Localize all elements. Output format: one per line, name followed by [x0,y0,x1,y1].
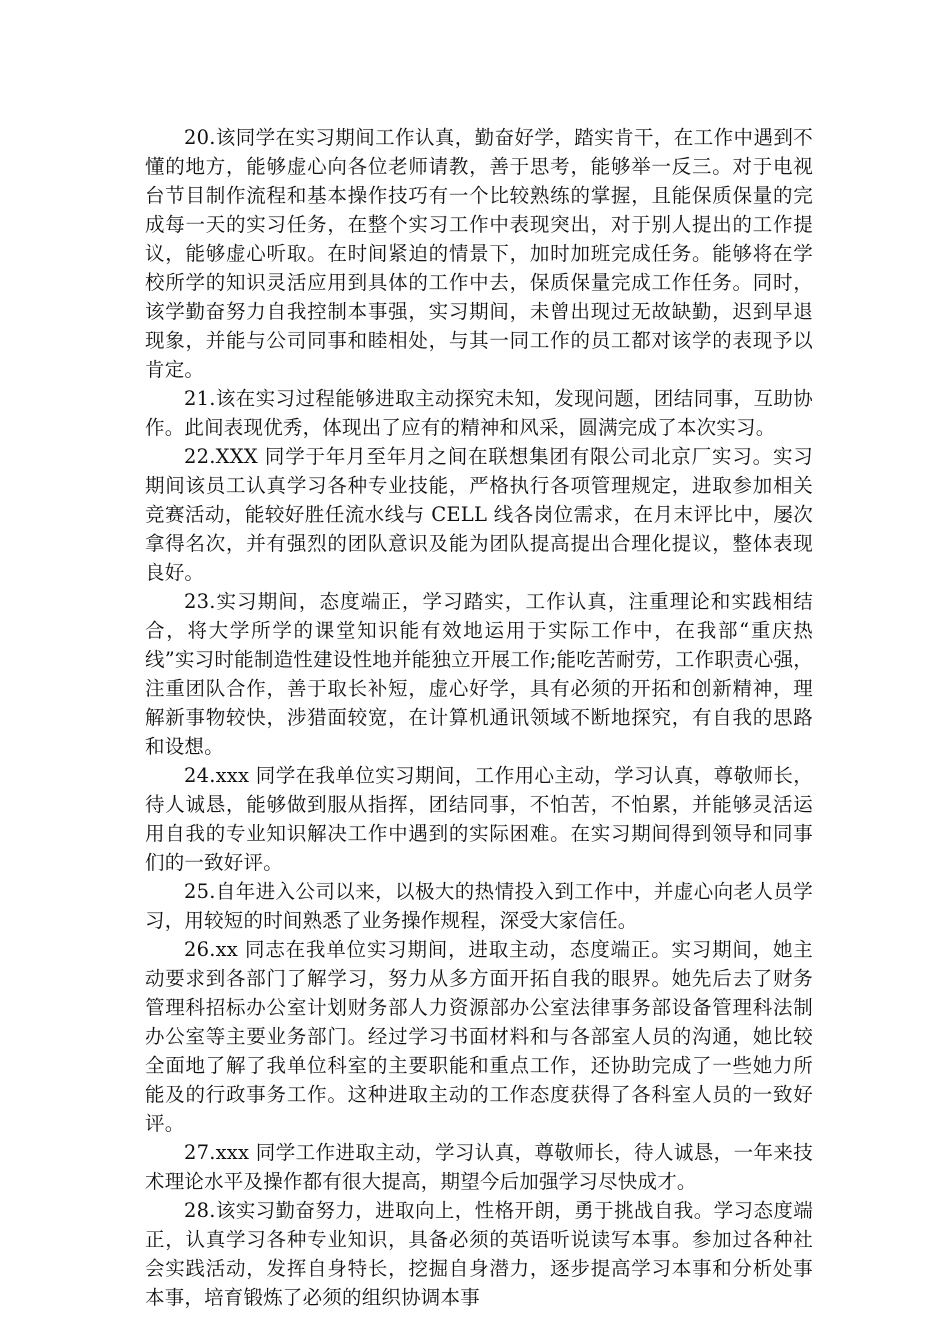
paragraph-24: 24.xxx 同学在我单位实习期间，工作用心主动，学习认真，尊敬师长，待人诚恳，能够做到服从指挥，团结同事，不怕苦，不怕累，并能够灵活运用自我的专业知识解决工作中遇到的实际困难。在实习期间得到领导和同事们的一致好评。 [145,764,813,874]
paragraph-23: 23.实习期间，态度端正，学习踏实，工作认真，注重理论和实践相结合，将大学所学的课堂知识能有效地运用于实际工作中，在我部“重庆热线”实习时能制造性建设性地并能独立开展工作;能吃苦耐劳，工作职责心强，注重团队合作，善于取长补短，虚心好学，具有必须的开拓和创新精神，理解新事物较快，涉猎面较宽，在计算机通讯领域不断地探究，有自我的思路和设想。 [145,590,813,758]
document-body [145,123,813,1312]
paragraph-26: 26.xx 同志在我单位实习期间，进取主动，态度端正。实习期间，她主动要求到各部门了解学习，努力从多方面开拓自我的眼界。她先后去了财务管理科招标办公室计划财务部人力资源部办公室法律事务部设备管理科法制办公室等主要业务部门。经过学习书面材料和与各部室人员的沟通，她比较全面地了解了我单位科室的主要职能和重点工作，还协助完成了一些她力所能及的行政事务工作。这种进取主动的工作态度获得了各科室人员的一致好评。 [145,938,813,1135]
paragraph-27: 27.xxx 同学工作进取主动，学习认真，尊敬师长，待人诚恳，一年来技术理论水平及操作都有很大提高，期望今后加强学习尽快成才。 [145,1141,813,1193]
paragraph-25: 25.自年进入公司以来，以极大的热情投入到工作中，并虚心向老人员学习，用较短的时间熟悉了业务操作规程，深受大家信任。 [145,880,813,932]
paragraph-20: 20.该同学在实习期间工作认真，勤奋好学，踏实肯干，在工作中遇到不懂的地方，能够虚心向各位老师请教，善于思考，能够举一反三。对于电视台节目制作流程和基本操作技巧有一个比较熟练的掌握，且能保质保量的完成每一天的实习任务，在整个实习工作中表现突出，对于别人提出的工作提议，能够虚心听取。在时间紧迫的情景下，加时加班完成任务。能够将在学校所学的知识灵活应用到具体的工作中去，保质保量完成工作任务。同时，该学勤奋努力自我控制本事强，实习期间，未曾出现过无故缺勤，迟到早退现象，并能与公司同事和睦相处，与其一同工作的员工都对该学的表现予以肯定。 [145,126,813,381]
paragraph-22: 22.XXX 同学于年月至年月之间在联想集团有限公司北京厂实习。实习期间该员工认真学习各种专业技能，严格执行各项管理规定，进取参加相关竞赛活动，能较好胜任流水线与 CELL 线各岗位需求，在月末评比中，屡次拿得名次，并有强烈的团队意识及能为团队提高提出合理化提议，整体表现良好。 [145,445,813,584]
paragraph-28: 28.该实习勤奋努力，进取向上，性格开朗，勇于挑战自我。学习态度端正，认真学习各种专业知识，具备必须的英语听说读写本事。参加过各种社会实践活动，发挥自身特长，挖掘自身潜力，逐步提高学习本事和分析处事本事，培育锻炼了必须的组织协调本事 [145,1199,813,1309]
paragraph-21: 21.该在实习过程能够进取主动探究未知，发现问题，团结同事，互助协作。此间表现优秀，体现出了应有的精神和风采，圆满完成了本次实习。 [145,387,813,439]
